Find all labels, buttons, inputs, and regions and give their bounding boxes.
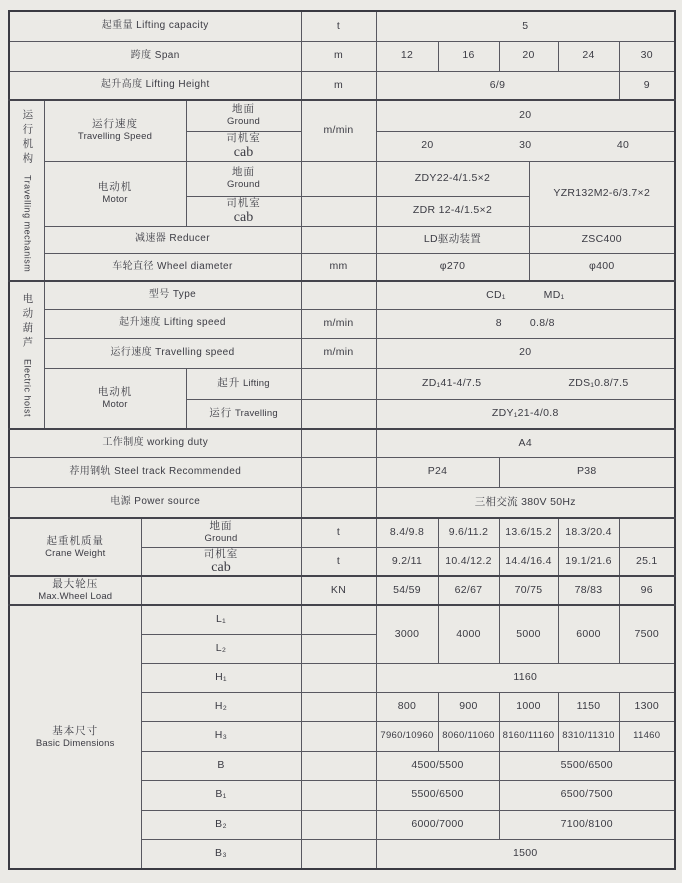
bd-L-v2: 4000 (438, 605, 499, 663)
bd-L2-sublabel: L₂ (141, 634, 301, 663)
crane-weight-ground-v1: 8.4/9.8 (376, 518, 438, 547)
bd-H3-v1: 7960/10960 (376, 721, 438, 751)
bd-B1-v2: 6500/7500 (499, 780, 675, 810)
eh-motor-travelling-cn: 运行 (209, 407, 233, 419)
tm-speed-unit: m/min (301, 100, 376, 161)
eh-motor-travelling-sublabel (186, 399, 301, 429)
crane-weight-cab-sublabel (141, 547, 301, 576)
bd-H2-sublabel: H₂ (141, 692, 301, 721)
span-12: 12 (376, 41, 438, 71)
eh-motor-travelling-value: ZDY₁21-4/0.8 (376, 399, 675, 429)
bd-B2-unit-empty (301, 810, 376, 839)
bd-B1-v1: 5500/6500 (376, 780, 499, 810)
eh-motor-label-en: Motor (102, 398, 128, 410)
bd-B2-sublabel: B₂ (141, 810, 301, 839)
row-lifting-capacity (9, 11, 675, 41)
bd-H2-v1: 800 (376, 692, 438, 721)
working-duty-label: 工作制度 working duty (9, 429, 301, 457)
row-eh-type (9, 281, 675, 309)
eh-motor-lifting-values (376, 368, 675, 399)
tm-motor-ground-unit-empty (301, 161, 376, 196)
span-16: 16 (438, 41, 499, 71)
row-eh-travelling-speed (9, 338, 675, 368)
tm-motor-merged-value: YZR132M2-6/3.7×2 (529, 161, 675, 226)
crane-weight-cab-en: cab (211, 559, 231, 575)
bd-H2-v5: 1300 (619, 692, 675, 721)
lifting-capacity-value: 5 (376, 11, 675, 41)
crane-weight-ground-v3: 13.6/15.2 (499, 518, 558, 547)
tm-group-en: Travelling mechanism (22, 174, 33, 273)
basic-dimensions-label-en: Basic Dimensions (35, 737, 115, 749)
tm-speed-ground-sublabel (186, 100, 301, 131)
tm-speed-label-cn: 运行速度 (92, 118, 138, 131)
row-tm-speed-ground (9, 100, 675, 131)
bd-L1-sublabel: L₁ (141, 605, 301, 634)
eh-group-en: Electric hoist (22, 358, 33, 418)
max-wheel-load-unit: KN (301, 576, 376, 605)
tm-speed-cab-v2: 30 (519, 139, 532, 152)
bd-H1-value: 1160 (376, 663, 675, 692)
power-source-unit-empty (301, 487, 376, 518)
crane-weight-cab-v3: 14.4/16.4 (499, 547, 558, 576)
bd-L-v5: 7500 (619, 605, 675, 663)
crane-weight-label-cn: 起重机质量 (46, 534, 104, 547)
eh-motor-lifting-cn: 起升 (217, 376, 241, 389)
bd-B2-v1: 6000/7000 (376, 810, 499, 839)
tm-speed-label (44, 100, 186, 161)
tm-speed-cab-v3: 40 (616, 139, 630, 152)
tm-speed-cab-cn: 司机室 (226, 132, 261, 145)
basic-dimensions-label (9, 605, 141, 869)
tm-reducer-v2: ZSC400 (529, 226, 675, 253)
eh-motor-travelling-unit-empty (301, 399, 376, 429)
steel-track-unit-empty (301, 457, 376, 487)
bd-L1-unit-empty (301, 605, 376, 634)
eh-lifting-speed-v2: 0.8/8 (529, 316, 555, 329)
row-steel-track (9, 457, 675, 487)
tm-motor-ground-sublabel (186, 161, 301, 196)
tm-speed-ground-value: 20 (376, 100, 675, 131)
bd-H3-sublabel: H₃ (141, 721, 301, 751)
bd-L-v3: 5000 (499, 605, 558, 663)
bd-L-v4: 6000 (558, 605, 619, 663)
tm-wheel-diameter-v2: φ400 (529, 253, 675, 281)
crane-weight-ground-sublabel (141, 518, 301, 547)
tm-reducer-label: 减速器 Reducer (44, 226, 301, 253)
tm-motor-cab-sublabel (186, 196, 301, 226)
tm-group-label (9, 100, 44, 281)
tm-reducer-v1: LD驱动装置 (376, 226, 529, 253)
lifting-height-main: 6/9 (376, 71, 619, 100)
tm-speed-cab-en: cab (233, 144, 254, 160)
bd-B1-unit-empty (301, 780, 376, 810)
tm-motor-label-en: Motor (102, 194, 128, 206)
eh-type-values (376, 281, 675, 309)
tm-motor-ground-cn: 地面 (232, 166, 255, 178)
tm-motor-label (44, 161, 186, 226)
tm-motor-label-cn: 电动机 (97, 181, 133, 193)
row-max-wheel-load (9, 576, 675, 605)
lifting-capacity-unit: t (301, 11, 376, 41)
eh-motor-lifting-unit-empty (301, 368, 376, 399)
eh-lifting-speed-unit: m/min (301, 309, 376, 338)
span-unit: m (301, 41, 376, 71)
tm-motor-ground-value: ZDY22-4/1.5×2 (376, 161, 529, 196)
crane-weight-ground-v5 (619, 518, 675, 547)
bd-B3-value: 1500 (376, 839, 675, 869)
max-wheel-load-v1: 54/59 (376, 576, 438, 605)
bd-L2-unit-empty (301, 634, 376, 663)
bd-B3-sublabel: B₃ (141, 839, 301, 869)
bd-H2-v2: 900 (438, 692, 499, 721)
crane-weight-ground-unit: t (301, 518, 376, 547)
max-wheel-load-v5: 96 (619, 576, 675, 605)
tm-motor-cab-value: ZDR 12-4/1.5×2 (376, 196, 529, 226)
crane-weight-label (9, 518, 141, 576)
crane-weight-ground-v4: 18.3/20.4 (558, 518, 619, 547)
max-wheel-load-label (9, 576, 141, 605)
eh-type-label: 型号 Type (44, 281, 301, 309)
working-duty-value: A4 (376, 429, 675, 457)
power-source-value: 三相交流 380V 50Hz (376, 487, 675, 518)
eh-travelling-speed-value: 20 (376, 338, 675, 368)
row-span (9, 41, 675, 71)
max-wheel-load-label-cn: 最大轮压 (52, 578, 99, 590)
lifting-height-last: 9 (619, 71, 675, 100)
eh-type-v1: CD₁ (486, 288, 506, 301)
span-label: 跨度 Span (9, 41, 301, 71)
bd-H2-unit-empty (301, 692, 376, 721)
row-tm-wheel-diameter (9, 253, 675, 281)
bd-B-v1: 4500/5500 (376, 751, 499, 780)
eh-lifting-speed-v1: 8 (495, 316, 502, 329)
bd-H2-v3: 1000 (499, 692, 558, 721)
tm-motor-cab-cn: 司机室 (226, 197, 261, 210)
row-working-duty (9, 429, 675, 457)
steel-track-v2: P38 (499, 457, 675, 487)
crane-weight-cab-cn: 司机室 (203, 547, 239, 560)
tm-motor-cab-en: cab (233, 209, 254, 225)
row-tm-reducer (9, 226, 675, 253)
crane-weight-cab-v5: 25.1 (619, 547, 675, 576)
eh-type-v2: MD₁ (543, 288, 565, 301)
bd-B-v2: 5500/6500 (499, 751, 675, 780)
crane-weight-cab-v4: 19.1/21.6 (558, 547, 619, 576)
max-wheel-load-v3: 70/75 (499, 576, 558, 605)
crane-weight-ground-cn: 地面 (209, 520, 233, 533)
tm-speed-ground-en: Ground (227, 116, 260, 128)
bd-H3-v2: 8060/11060 (438, 721, 499, 751)
crane-weight-label-en: Crane Weight (45, 547, 106, 559)
basic-dimensions-label-cn: 基本尺寸 (52, 724, 99, 737)
lifting-capacity-label: 起重量 Lifting capacity (9, 11, 301, 41)
bd-L-v1: 3000 (376, 605, 438, 663)
eh-lifting-speed-label: 起升速度 Lifting speed (44, 309, 301, 338)
max-wheel-load-v2: 62/67 (438, 576, 499, 605)
bd-H2-v4: 1150 (558, 692, 619, 721)
bd-B-unit-empty (301, 751, 376, 780)
span-24: 24 (558, 41, 619, 71)
bd-B-sublabel: B (141, 751, 301, 780)
bd-B1-sublabel: B₁ (141, 780, 301, 810)
crane-weight-cab-unit: t (301, 547, 376, 576)
crane-weight-cab-v1: 9.2/11 (376, 547, 438, 576)
tm-motor-ground-en: Ground (227, 179, 260, 191)
eh-motor-lifting-v2: ZDS₁0.8/7.5 (568, 376, 629, 389)
eh-motor-travelling-en: Travelling (234, 408, 278, 419)
span-30: 30 (619, 41, 675, 71)
bd-B3-unit-empty (301, 839, 376, 869)
crane-weight-ground-v2: 9.6/11.2 (438, 518, 499, 547)
eh-travelling-speed-unit: m/min (301, 338, 376, 368)
eh-motor-label-cn: 电动机 (97, 385, 133, 398)
row-bd-L1 (9, 605, 675, 634)
eh-travelling-speed-label: 运行速度 Travelling speed (44, 338, 301, 368)
working-duty-unit-empty (301, 429, 376, 457)
power-source-label: 电源 Power source (9, 487, 301, 518)
steel-track-label: 荐用钢轨 Steel track Recommended (9, 457, 301, 487)
eh-motor-lifting-sublabel (186, 368, 301, 399)
lifting-height-label: 起升高度 Lifting Height (9, 71, 301, 100)
row-crane-weight-ground (9, 518, 675, 547)
bd-H3-v5: 11460 (619, 721, 675, 751)
crane-specification-table (8, 10, 676, 870)
eh-group-cn: 电动葫芦 (21, 292, 34, 351)
eh-motor-lifting-v1: ZD₁41-4/7.5 (422, 376, 482, 389)
max-wheel-load-v4: 78/83 (558, 576, 619, 605)
bd-H3-unit-empty (301, 721, 376, 751)
bd-B2-v2: 7100/8100 (499, 810, 675, 839)
tm-speed-label-en: Travelling Speed (77, 131, 153, 143)
lifting-height-unit: m (301, 71, 376, 100)
bd-H3-v4: 8310/11310 (558, 721, 619, 751)
eh-motor-lifting-en: Lifting (243, 377, 270, 389)
row-eh-lifting-speed (9, 309, 675, 338)
row-power-source (9, 487, 675, 518)
tm-speed-cab-values (376, 131, 675, 161)
tm-reducer-unit-empty (301, 226, 376, 253)
bd-H1-unit-empty (301, 663, 376, 692)
row-eh-motor-lifting (9, 368, 675, 399)
eh-type-unit-empty (301, 281, 376, 309)
eh-motor-label (44, 368, 186, 429)
max-wheel-load-label-en: Max.Wheel Load (38, 591, 113, 603)
row-lifting-height (9, 71, 675, 100)
steel-track-v1: P24 (376, 457, 499, 487)
row-tm-motor-ground (9, 161, 675, 196)
tm-wheel-diameter-v1: φ270 (376, 253, 529, 281)
eh-group-label (9, 281, 44, 429)
tm-speed-cab-sublabel (186, 131, 301, 161)
crane-weight-ground-en: Ground (204, 533, 238, 545)
max-wheel-load-sub-empty (141, 576, 301, 605)
crane-weight-cab-v2: 10.4/12.2 (438, 547, 499, 576)
bd-H1-sublabel: H₁ (141, 663, 301, 692)
tm-group-cn: 运行机构 (21, 108, 34, 167)
tm-wheel-diameter-unit: mm (301, 253, 376, 281)
tm-speed-cab-v1: 20 (421, 139, 434, 152)
eh-lifting-speed-values (376, 309, 675, 338)
span-20: 20 (499, 41, 558, 71)
tm-wheel-diameter-label: 车轮直径 Wheel diameter (44, 253, 301, 281)
tm-motor-cab-unit-empty (301, 196, 376, 226)
tm-speed-ground-cn: 地面 (232, 103, 255, 116)
bd-H3-v3: 8160/11160 (499, 721, 558, 751)
